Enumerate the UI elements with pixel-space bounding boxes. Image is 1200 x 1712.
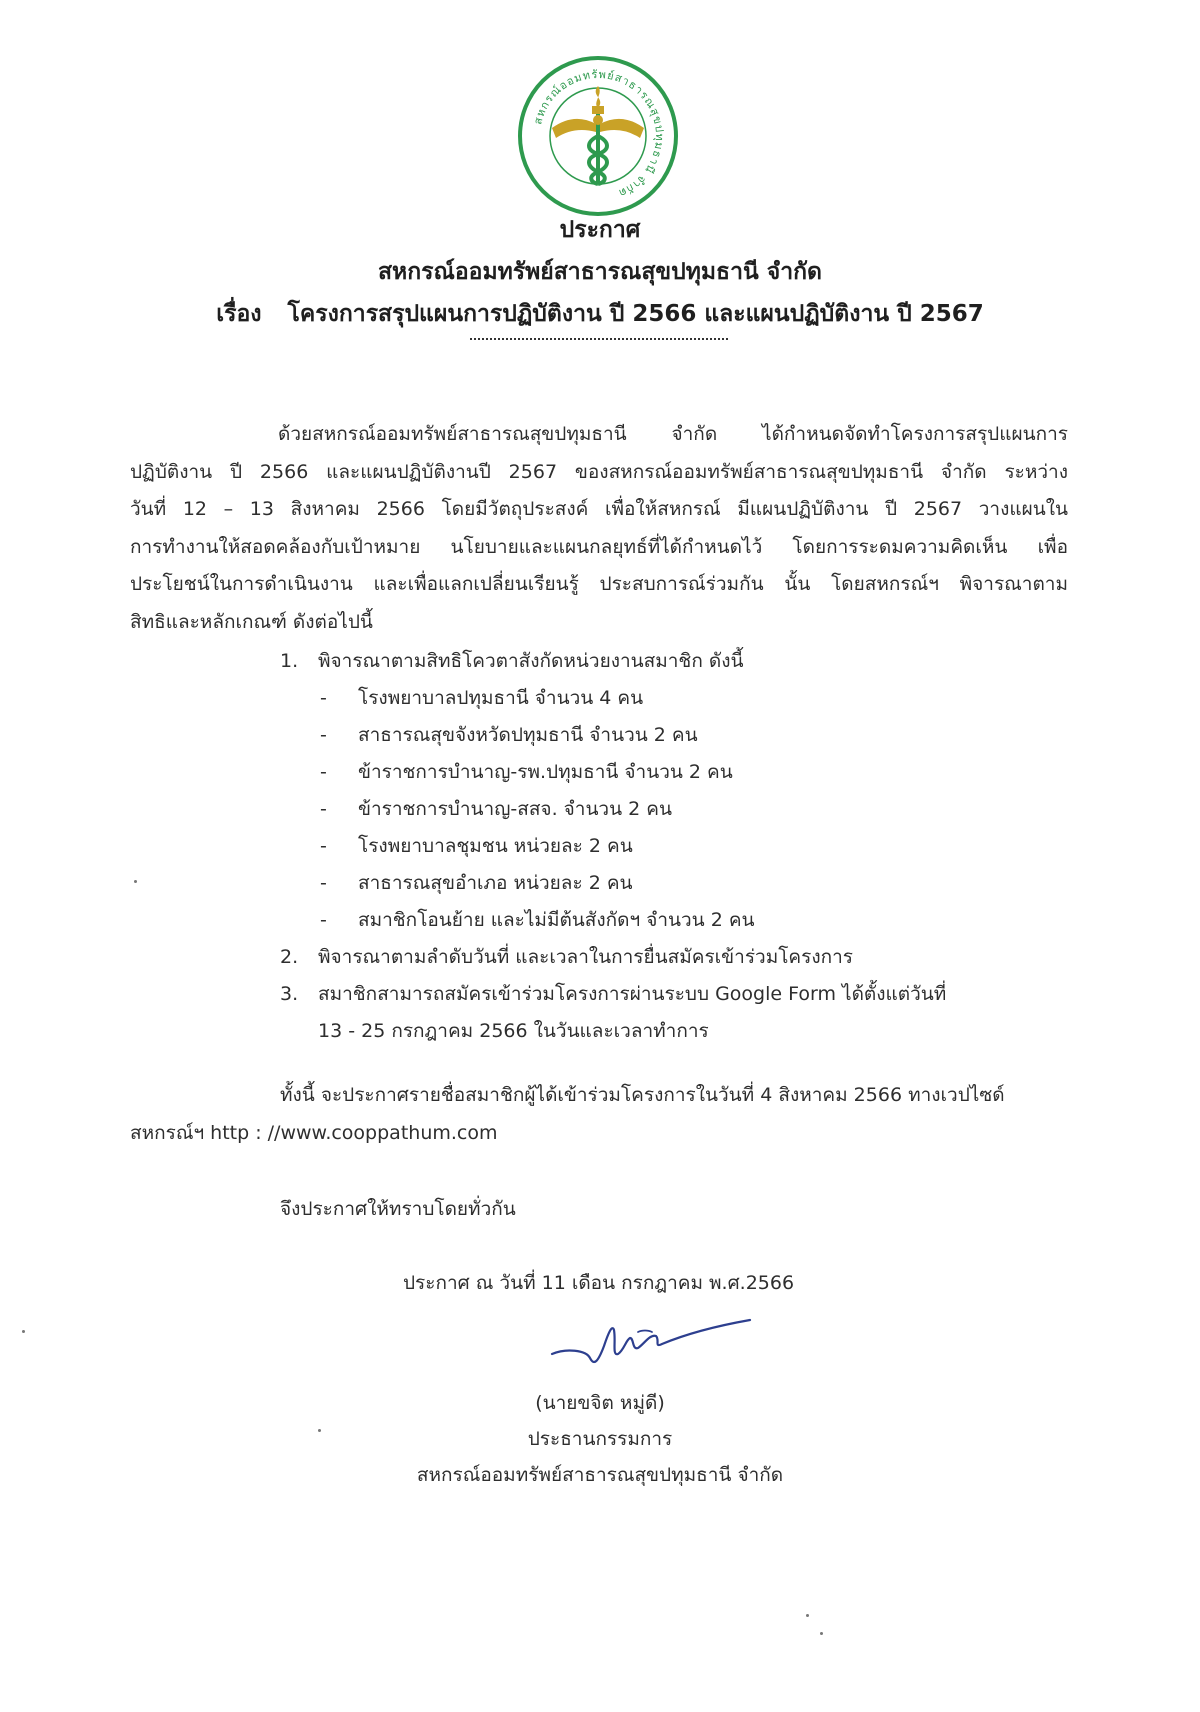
subject-text: โครงการสรุปแผนการปฏิบัติงาน ปี 2566 และแผนปฏิบัติงาน ปี 2567: [287, 301, 984, 327]
dash-bullet: -: [320, 835, 327, 857]
quota-item: [320, 905, 755, 935]
criteria-item-2: [280, 942, 853, 972]
dash-bullet: -: [320, 798, 327, 820]
intro-line: วันที่ 12 – 13 สิงหาคม 2566 โดยมีวัตถุประสงค์ เพื่อให้สหกรณ์ มีแผนปฏิบัติงาน ปี 2567 วางแผนใน: [130, 498, 1068, 520]
intro-line: ปฏิบัติงาน ปี 2566 และแผนปฏิบัติงานปี 2567 ของสหกรณ์ออมทรัพย์สาธารณสุขปทุมธานี จำกัด ระหว่าง: [130, 460, 1068, 483]
item-number: 2.: [280, 946, 299, 968]
criteria-item-3-continuation: 13 - 25 กรกฎาคม 2566 ในวันและเวลาทำการ: [318, 1020, 709, 1042]
document-title: ประกาศ: [559, 217, 641, 243]
item-number: 3.: [280, 983, 299, 1005]
dash-bullet: -: [320, 872, 327, 894]
handwritten-signature: [546, 1310, 756, 1380]
intro-line: สิทธิและหลักเกณฑ์ ดังต่อไปนี้: [130, 610, 373, 633]
intro-line: การทำงานให้สอดคล้องกับเป้าหมาย นโยบายและแผนกลยุทธ์ที่ได้กำหนดไว้ โดยการระดมความคิดเห็น เพื่อ: [130, 535, 1068, 558]
signatory-position: ประธานกรรมการ: [527, 1428, 673, 1450]
quota-item: [320, 831, 633, 861]
quota-text: ข้าราชการบำนาญ-สสจ. จำนวน 2 คน: [358, 798, 672, 820]
subject-heading: [0, 296, 1200, 332]
dash-bullet: -: [320, 909, 327, 931]
intro-line: ด้วยสหกรณ์ออมทรัพย์สาธารณสุขปทุมธานี จำกัด ได้กำหนดจัดทำโครงการสรุปแผนการ: [278, 423, 1068, 445]
criteria-item-3: [280, 979, 946, 1009]
quota-text: สาธารณสุขอำเภอ หน่วยละ 2 คน: [358, 872, 633, 894]
date-line: ประกาศ ณ วันที่ 11 เดือน กรกฎาคม พ.ศ.2566: [403, 1272, 795, 1294]
quota-text: โรงพยาบาลปทุมธานี จำนวน 4 คน: [358, 687, 644, 709]
intro-line: ประโยชน์ในการดำเนินงาน และเพื่อแลกเปลี่ยนเรียนรู้ ประสบการณ์ร่วมกัน นั้น โดยสหกรณ์ฯ พิจารณาตาม: [130, 573, 1068, 595]
subject-label: เรื่อง: [216, 301, 262, 327]
quota-item: [320, 868, 633, 898]
organization-heading: สหกรณ์ออมทรัพย์สาธารณสุขปทุมธานี จำกัด: [378, 259, 822, 285]
quota-text: ข้าราชการบำนาญ-รพ.ปทุมธานี จำนวน 2 คน: [358, 761, 733, 783]
quota-text: โรงพยาบาลชุมชน หน่วยละ 2 คน: [358, 835, 633, 857]
dotted-separator: [470, 338, 728, 340]
dash-bullet: -: [320, 687, 327, 709]
quota-item: [320, 720, 698, 750]
criteria-item-1: [280, 646, 743, 676]
quota-item: [320, 794, 672, 824]
signatory-organization: สหกรณ์ออมทรัพย์สาธารณสุขปทุมธานี จำกัด: [416, 1464, 784, 1486]
svg-text:สหกรณ์ออมทรัพย์สาธารณสุขปทุมธา: สหกรณ์ออมทรัพย์สาธารณสุขปทุมธานี จำกัด: [531, 67, 667, 201]
item-number: 1.: [280, 650, 299, 672]
item-text: สมาชิกสามารถสมัครเข้าร่วมโครงการผ่านระบบ Google Form ได้ตั้งแต่วันที่: [318, 983, 947, 1005]
quota-text: สมาชิกโอนย้าย และไม่มีต้นสังกัดฯ จำนวน 2 คน: [358, 909, 755, 931]
quota-text: สาธารณสุขจังหวัดปทุมธานี จำนวน 2 คน: [358, 724, 698, 746]
notice-line: จึงประกาศให้ทราบโดยทั่วกัน: [280, 1198, 516, 1220]
quota-item: [320, 683, 643, 713]
signatory-name: (นายขจิต หมู่ดี): [535, 1392, 665, 1414]
announcement-line-2: สหกรณ์ฯ http : //www.cooppathum.com: [130, 1122, 498, 1144]
intro-paragraph: [130, 416, 1068, 641]
dash-bullet: -: [320, 761, 327, 783]
cooperative-seal-logo: [516, 54, 680, 218]
item-text: พิจารณาตามสิทธิโควตาสังกัดหน่วยงานสมาชิก ดังนี้: [318, 650, 744, 672]
quota-item: [320, 757, 733, 787]
item-text: พิจารณาตามลำดับวันที่ และเวลาในการยื่นสมัครเข้าร่วมโครงการ: [318, 946, 853, 968]
dash-bullet: -: [320, 724, 327, 746]
announcement-line-1: ทั้งนี้ จะประกาศรายชื่อสมาชิกผู้ได้เข้าร่วมโครงการในวันที่ 4 สิงหาคม 2566 ทางเวปไซด์: [280, 1084, 1005, 1106]
